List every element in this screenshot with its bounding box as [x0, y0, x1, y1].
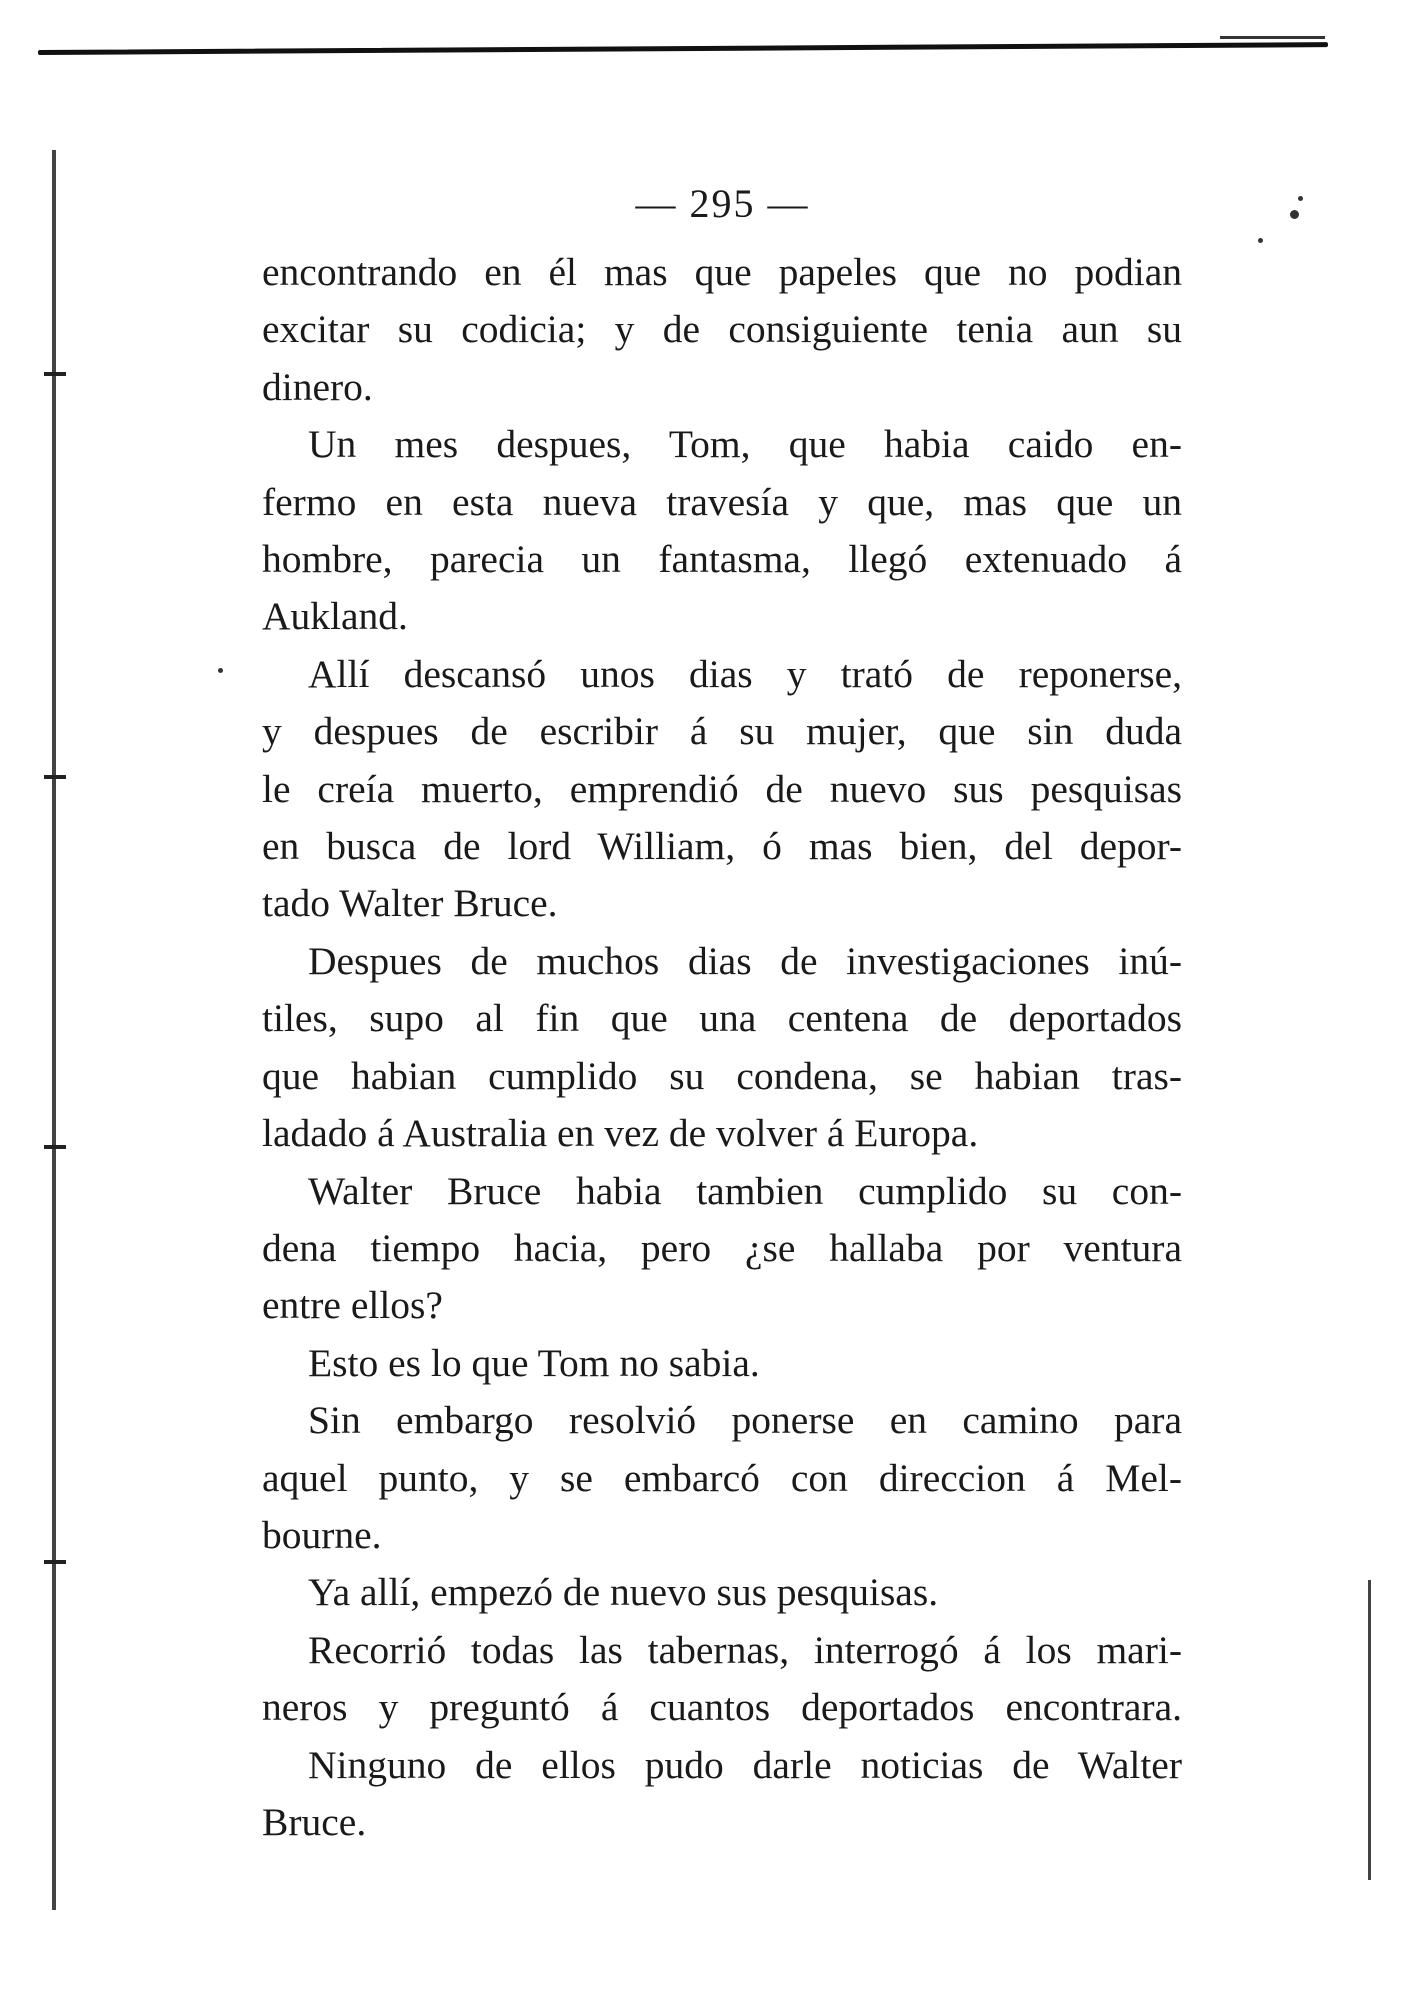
- text-line: Recorrió todas las tabernas, interrogó á los mari-: [308, 1627, 1182, 1672]
- right-binding-edge: [1368, 1580, 1375, 1880]
- text-line: dinero.: [262, 364, 373, 409]
- text-line: bourne.: [262, 1512, 382, 1557]
- text-line: en busca de lord William, ó mas bien, del depor-: [262, 824, 1182, 869]
- text-line: ladado á Australia en vez de volver á Europa.: [262, 1111, 979, 1156]
- text-line: excitar su codicia; y de consiguiente tenia aun su: [262, 307, 1182, 352]
- top-rule-accent: [1220, 36, 1325, 39]
- text-line: le creía muerto, emprendió de nuevo sus pesquisas: [262, 766, 1182, 811]
- page-number: — 295 —: [635, 181, 810, 226]
- binding-mark: [44, 372, 66, 376]
- text-line: Sin embargo resolvió ponerse en camino para: [308, 1398, 1182, 1443]
- page-body-text: [262, 244, 1182, 1851]
- text-line: Un mes despues, Tom, que habia caido en-: [308, 422, 1182, 467]
- text-line: neros y preguntó á cuantos deportados encontrara.: [262, 1685, 1182, 1730]
- text-line: Allí descansó unos dias y trató de reponerse,: [308, 651, 1182, 696]
- text-line: Walter Bruce habia tambien cumplido su con-: [308, 1168, 1182, 1213]
- binding-mark: [44, 1560, 66, 1564]
- text-line: Esto es lo que Tom no sabia.: [308, 1340, 760, 1385]
- text-line: tado Walter Bruce.: [262, 881, 558, 926]
- text-line: fermo en esta nueva travesía y que, mas que un: [262, 479, 1182, 524]
- text-line: Ya allí, empezó de nuevo sus pesquisas.: [308, 1570, 939, 1615]
- text-line: encontrando en él mas que papeles que no podian: [262, 250, 1182, 294]
- binding-mark: [44, 775, 66, 779]
- text-line: que habian cumplido su condena, se habian tras-: [262, 1053, 1182, 1098]
- text-line: aquel punto, y se embarcó con direccion á Mel-: [262, 1455, 1182, 1500]
- text-line: entre ellos?: [262, 1283, 443, 1328]
- text-line: tiles, supo al fin que una centena de deportados: [262, 996, 1182, 1041]
- text-line: Despues de muchos dias de investigaciones inú-: [308, 938, 1182, 983]
- binding-mark: [44, 1145, 66, 1149]
- text-line: Bruce.: [262, 1799, 367, 1844]
- text-line: y despues de escribir á su mujer, que sin duda: [262, 709, 1182, 754]
- left-binding-edge: [52, 150, 62, 1910]
- text-line: dena tiempo hacia, pero ¿se hallaba por ventura: [262, 1225, 1182, 1270]
- text-line: Aukland.: [262, 594, 408, 639]
- text-line: Ninguno de ellos pudo darle noticias de Walter: [308, 1742, 1182, 1787]
- top-rule: [38, 42, 1328, 55]
- text-line: hombre, parecia un fantasma, llegó extenuado á: [262, 537, 1182, 582]
